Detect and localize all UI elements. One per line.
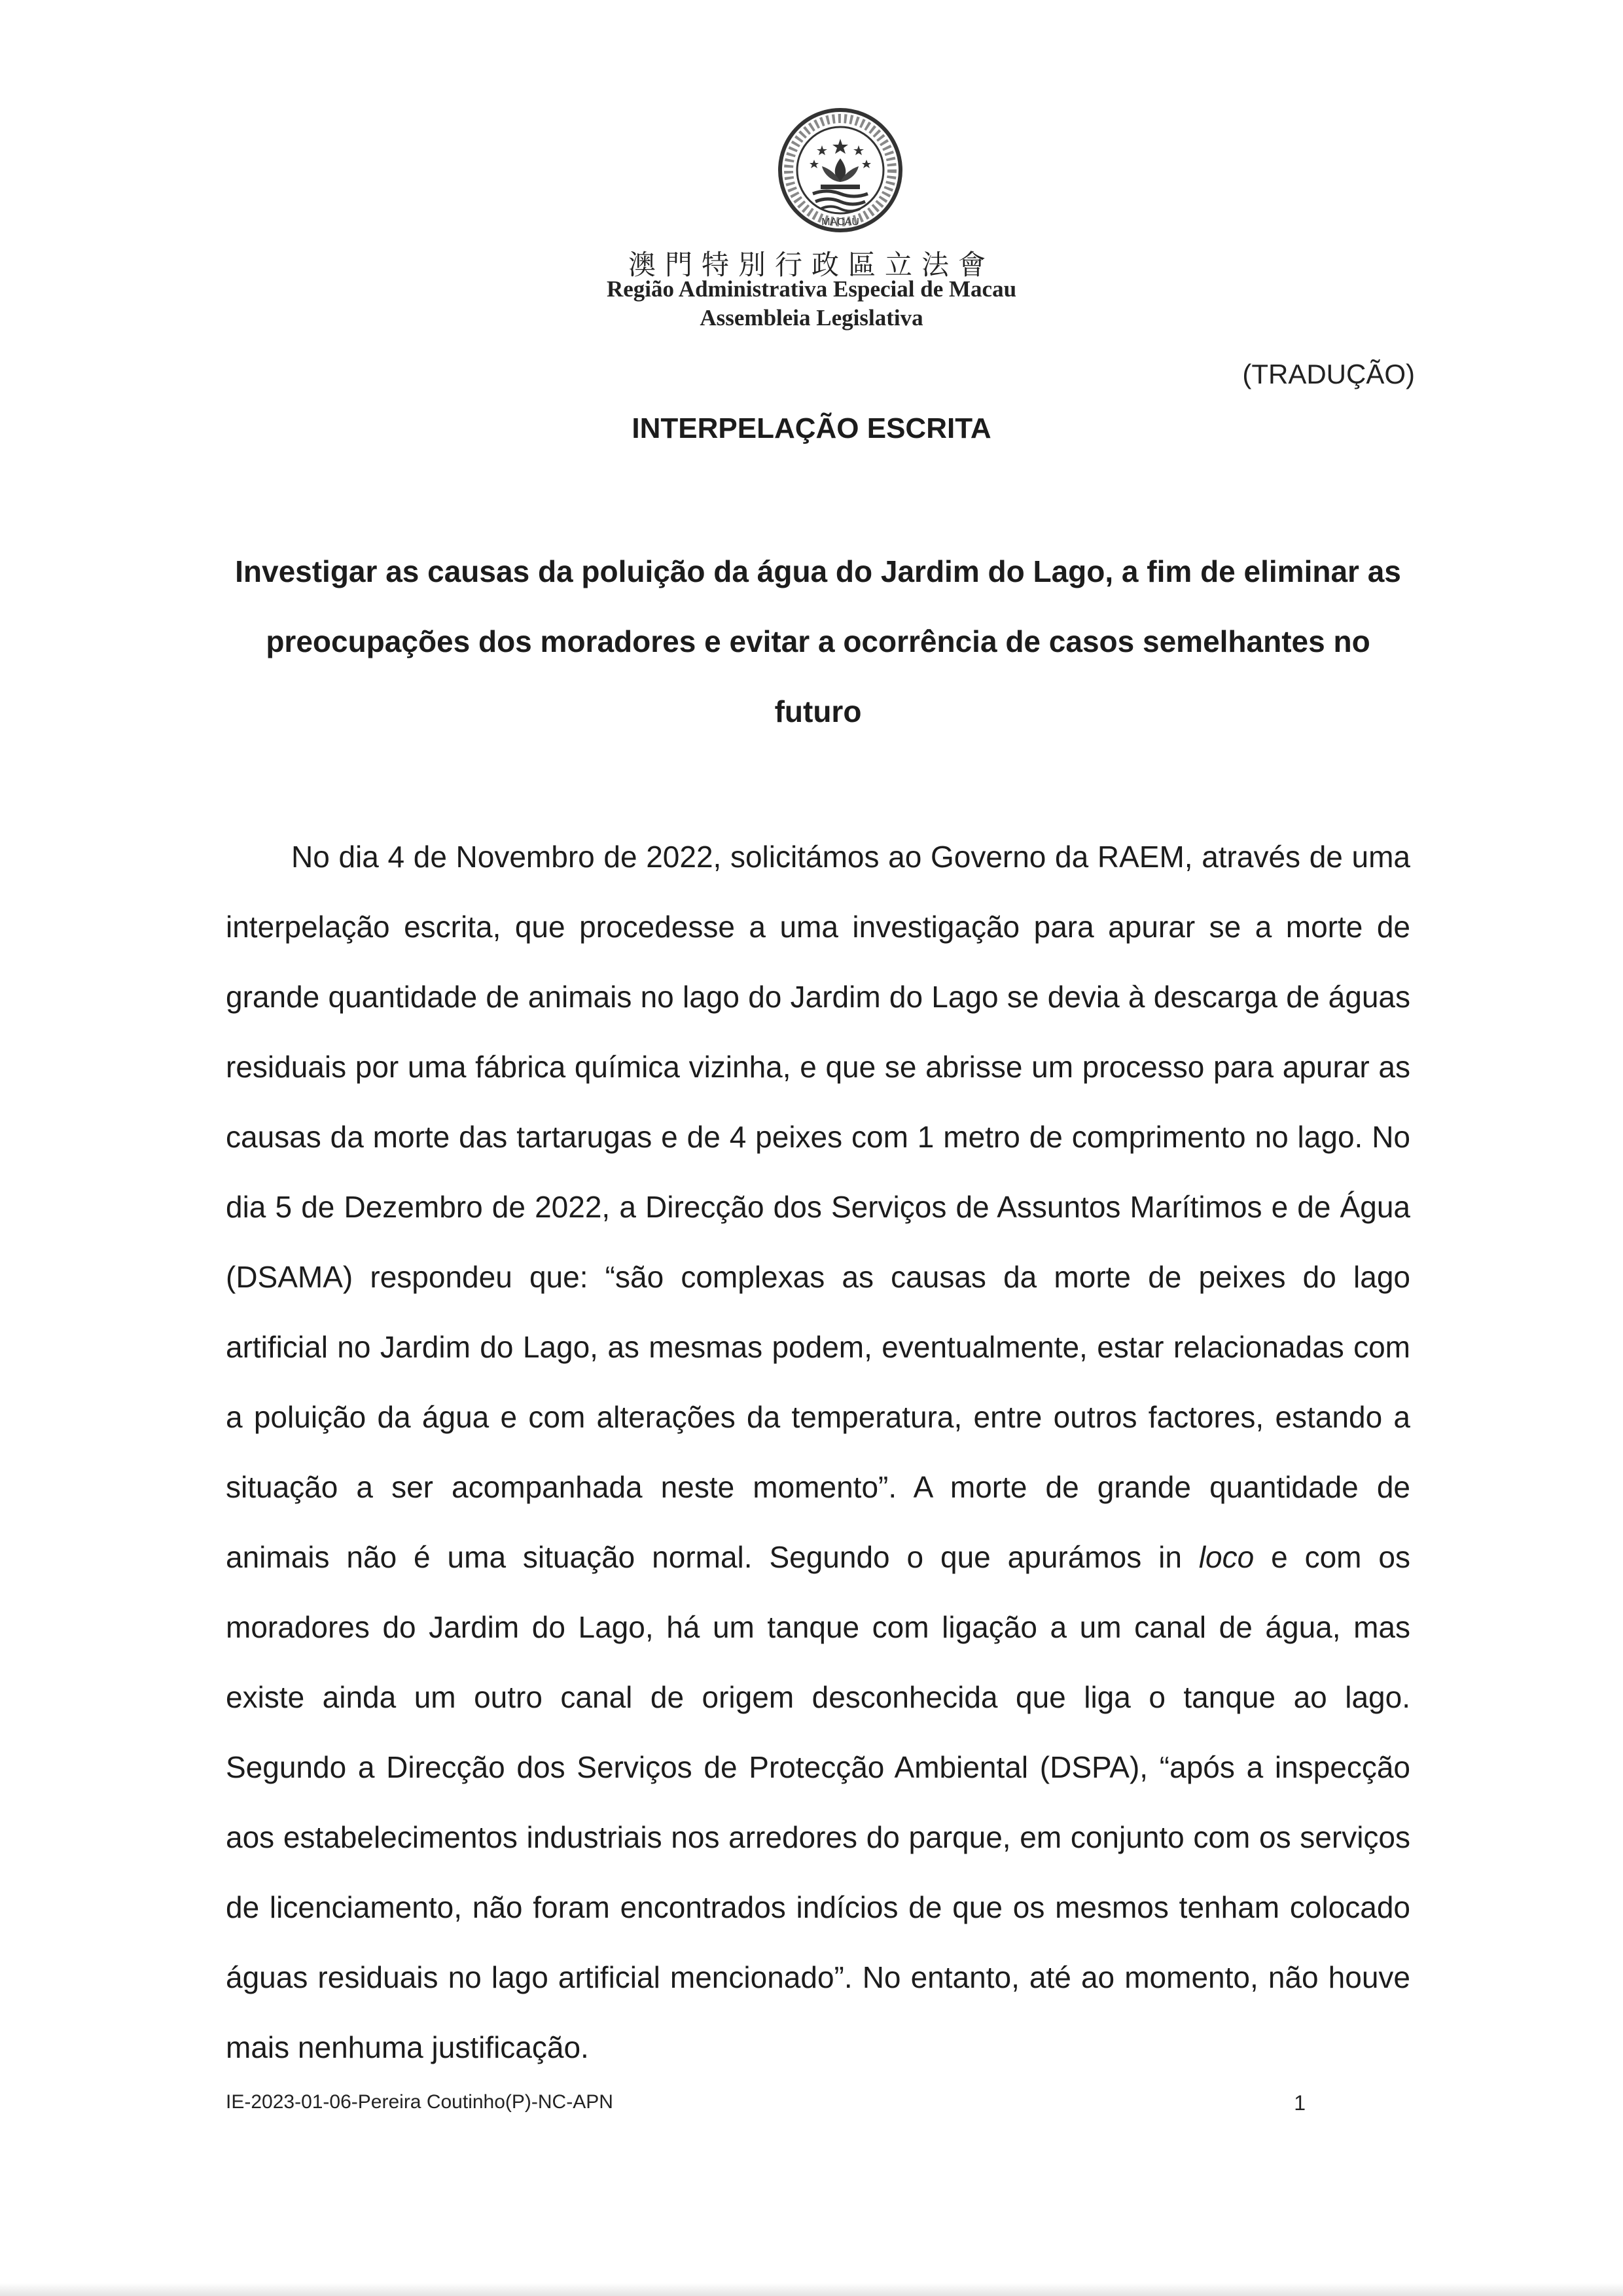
emblem-label: MACAU [821,217,859,228]
body-paragraph [226,822,1410,2083]
scan-edge-shadow [0,2283,1623,2296]
document-type-heading: INTERPELAÇÃO ESCRITA [632,412,991,444]
region-name: Região Administrativa Especial de Macau [606,276,1017,302]
body-text-italic: loco [1198,1540,1255,1574]
macau-emblem-icon [775,105,906,236]
page-number: 1 [1294,2091,1306,2115]
assembly-chinese-name: 澳門特別行政區立法會 [628,249,995,281]
body-text-part-1: No dia 4 de Novembro de 2022, solicitámos ao Governo da RAEM, através de uma interpelação escrita, que procedesse a uma investigação para apurar se a morte de grande quantidade de animais no lago do Jardim do Lago se devia à descarga de águas residuais por uma fábrica química vizinha, e que se abrisse um processo para apurar as causas da morte das tartarugas e de 4 peixes com 1 metro de comprimento no lago. No dia 5 de Dezembro de 2022, a Direcção dos Serviços de Assuntos Marítimos e de Água (DSAMA) respondeu que: “são complexas as causas da morte de peixes do lago artificial no Jardim do Lago, as mesmas podem, eventualmente, estar relacionadas com a poluição da água e com alterações da temperatura, entre outros factores, estando a situação a ser acompanhada neste momento”. A morte de grande quantidade de animais não é uma situação normal. Segundo o que apurámos in [226,840,1410,1574]
subject-heading: Investigar as causas da poluição da água do Jardim do Lago, a fim de eliminar as preocupações dos moradores e evitar a ocorrência de casos semelhantes no futuro [235,554,1401,728]
body-text-part-2: e com os moradores do Jardim do Lago, há um tanque com ligação a um canal de água, mas existe ainda um outro canal de origem desconhecida que liga o tanque ao lago. Segundo a Direcção dos Serviços de Protecção Ambiental (DSPA), “após a inspecção aos estabelecimentos industriais nos arredores do parque, em conjunto com os serviços de licenciamento, não foram encontrados indícios de que os mesmos tenham colocado águas residuais no lago artificial mencionado”. No entanto, até ao momento, não houve mais nenhuma justificação. [226,1540,1410,2064]
translation-note: (TRADUÇÃO) [1242,359,1415,389]
document-reference: IE-2023-01-06-Pereira Coutinho(P)-NC-APN [226,2091,613,2113]
assembly-name: Assembleia Legislativa [700,305,923,331]
